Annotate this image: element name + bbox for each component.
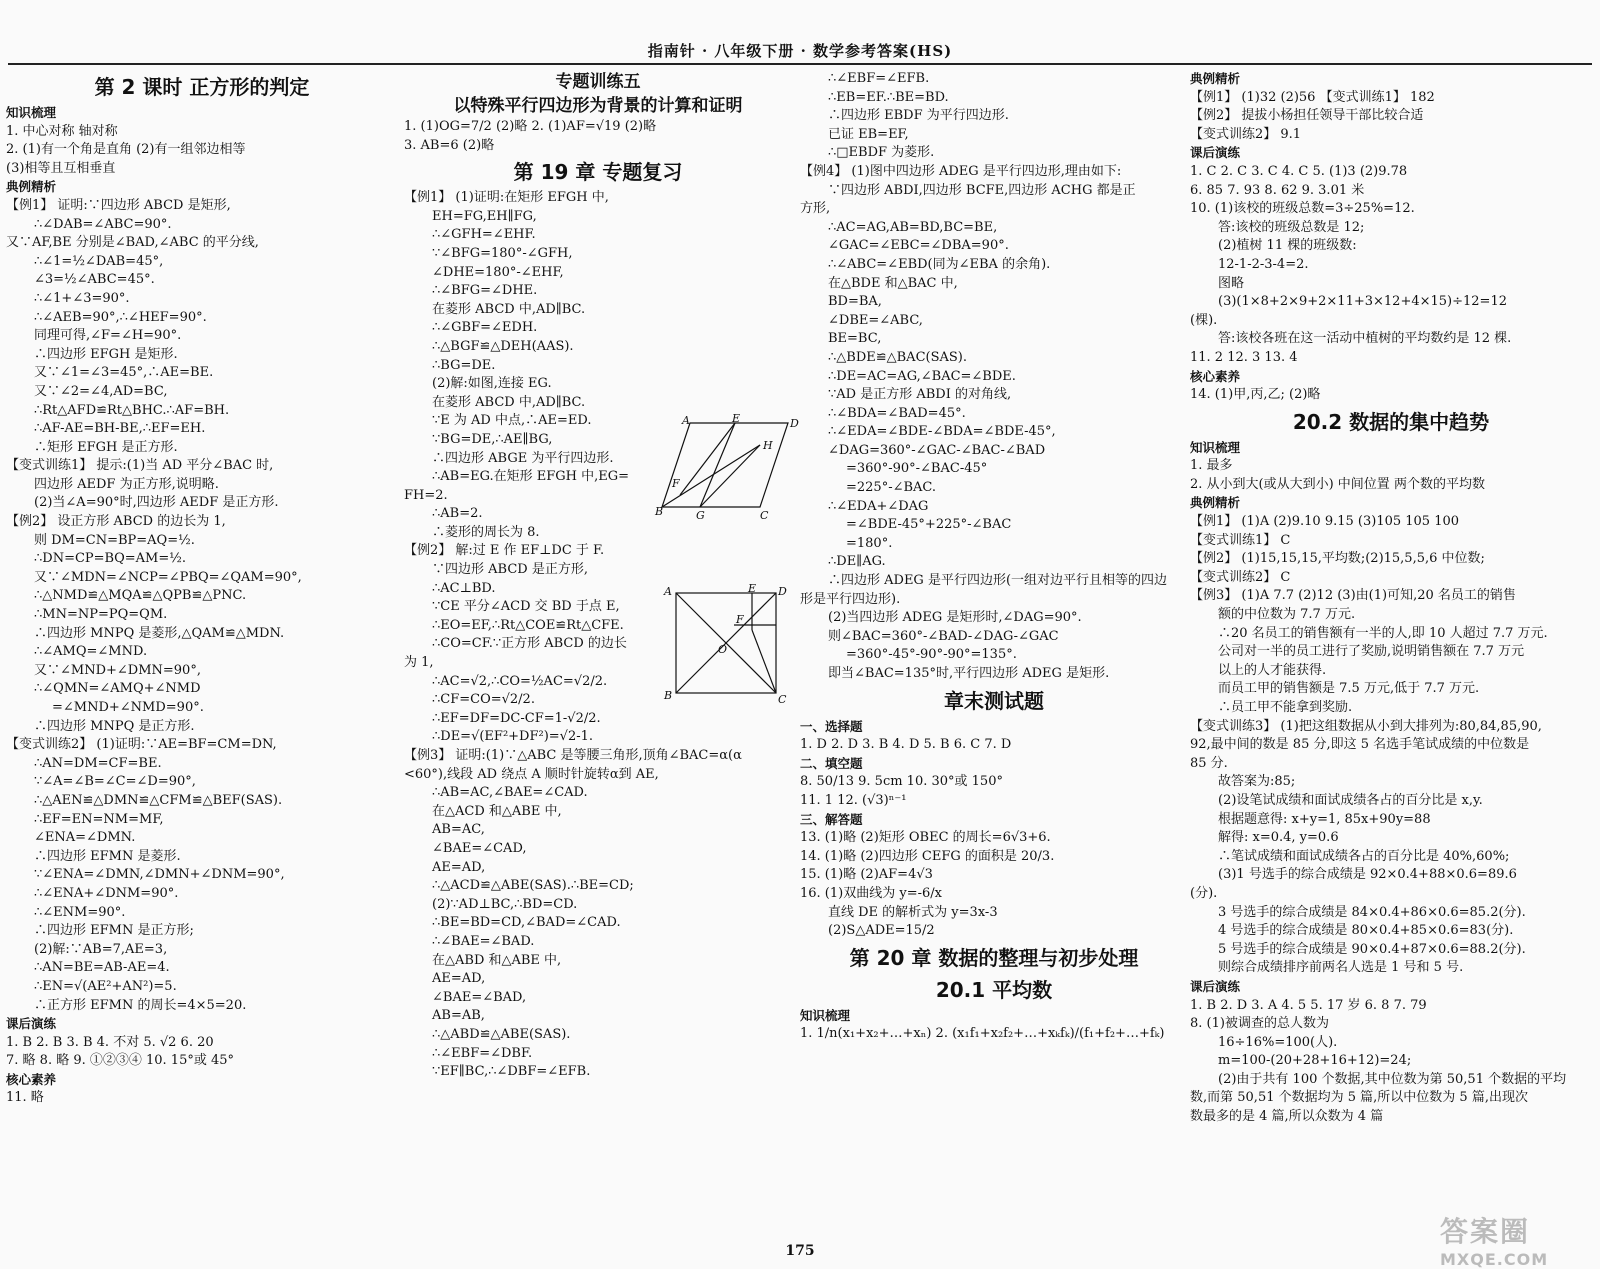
- answer-line: ∴□EBDF 为菱形.: [828, 145, 935, 161]
- answer-line: ∵E 为 AD 中点,∴AE=ED.: [432, 413, 592, 429]
- watermark-logo: [1440, 1210, 1590, 1269]
- answer-line: 形是平行四边形).: [800, 591, 901, 607]
- answer-line: =∠MND+∠NMD=90°.: [52, 700, 204, 715]
- subsection-label: 知识梳理: [1190, 439, 1241, 455]
- answer-line: 【例1】 (1)A (2)9.10 9.15 (3)105 105 100: [1190, 514, 1460, 530]
- answer-line: (分).: [1190, 885, 1218, 901]
- answer-line: ∴∠1+∠3=90°.: [34, 290, 130, 306]
- answer-line: ∵四边形 ABDI,四边形 BCFE,四边形 ACHG 都是正: [828, 182, 1136, 198]
- answer-line: 【例2】 设正方形 ABCD 的边长为 1,: [6, 514, 226, 530]
- answer-line: ∴EF=EN=NM=MF,: [34, 811, 164, 827]
- answer-line: 15. (1)略 (2)AF=4√3: [800, 867, 933, 883]
- answer-line: 已证 EB=EF,: [828, 126, 909, 142]
- answer-line: ∴∠BAE=∠BAD.: [432, 933, 535, 949]
- answer-line: 1. D 2. D 3. B 4. D 5. B 6. C 7. D: [800, 737, 1012, 753]
- subsection-label: 三、解答题: [800, 811, 863, 827]
- fig1-label: G: [696, 509, 705, 522]
- answer-line: ∴BE=BD=CD,∠BAD=∠CAD.: [432, 915, 621, 931]
- subsection-label: 典例精析: [6, 179, 57, 195]
- answer-line: 额的中位数为 7.7 万元.: [1218, 607, 1356, 623]
- answer-line: ∴BG=DE.: [432, 357, 496, 373]
- answer-line: ∠GAC=∠EBC=∠DBA=90°.: [828, 238, 1009, 254]
- answer-line: 数最多的是 4 篇,所以众数为 4 篇: [1190, 1109, 1384, 1125]
- answer-line: 【变式训练2】 C: [1190, 569, 1291, 585]
- answer-line: BD=BA,: [828, 294, 882, 310]
- answer-line: ∴四边形 EFMN 是正方形;: [34, 923, 194, 939]
- answer-line: ∴∠EBF=∠EFB.: [828, 71, 930, 86]
- answer-line: ∴∠QMN=∠AMQ+∠NMD: [34, 681, 201, 697]
- answer-line: 【例1】 证明:∵四边形 ABCD 是矩形,: [6, 197, 231, 213]
- watermark-text: 答案圈: [1440, 1215, 1531, 1248]
- answer-line: 【例3】 (1)A 7.7 (2)12 (3)由(1)可知,20 名员工的销售: [1190, 588, 1516, 604]
- fig2-label: A: [664, 585, 672, 598]
- answer-line: (2)解:如图,连接 EG.: [432, 376, 552, 392]
- answer-line: (3)(1×8+2×9+2×11+3×12+4×15)÷12=12: [1218, 294, 1507, 310]
- column-1: [6, 70, 398, 1108]
- subsection-label: 一、选择题: [800, 718, 863, 734]
- answer-line: 1. B 2. D 3. A 4. 5 5. 17 岁 6. 8 7. 79: [1190, 997, 1427, 1013]
- answer-line: ∴DE=√(EF²+DF²)=√2-1.: [432, 729, 594, 745]
- answer-line: 又∵∠MND+∠DMN=90°,: [34, 662, 201, 678]
- answer-line: 同理可得,∠F=∠H=90°.: [34, 328, 182, 344]
- fig2-label: E: [748, 582, 757, 595]
- watermark-url: MXQE.COM: [1440, 1250, 1549, 1269]
- subsection-label: 典例精析: [1190, 495, 1241, 511]
- answer-line: m=100-(20+28+16+12)=24;: [1218, 1053, 1412, 1069]
- answer-line: ∴菱形的周长为 8.: [432, 524, 540, 540]
- answer-line: ∴∠ENM=90°.: [34, 904, 126, 920]
- subsection-label: 核心素养: [6, 1071, 57, 1087]
- page-number: 175: [785, 1243, 815, 1259]
- rhombus-figure: [655, 412, 800, 522]
- answer-line: ∵∠ENA=∠DMN,∠DMN+∠DNM=90°,: [34, 867, 285, 883]
- answer-line: 12-1-2-3-4=2.: [1218, 256, 1309, 272]
- answer-line: =225°-∠BAC.: [846, 480, 937, 496]
- answer-line: AE=AD,: [432, 859, 486, 875]
- answer-line: 92,最中间的数是 85 分,即这 5 名选手笔试成绩的中位数是: [1190, 737, 1530, 753]
- section-heading: 以特殊平行四边形为背景的计算和证明: [453, 96, 743, 116]
- square-figure: [662, 582, 792, 715]
- answer-line: ∴Rt△AFD≌Rt△BHC.∴AF=BH.: [34, 402, 230, 418]
- answer-line: ∴△NMD≌△MQA≌△QPB≌△PNC.: [34, 588, 247, 604]
- answer-line: ∠DHE=180°-∠EHF,: [432, 264, 564, 280]
- answer-line: 直线 DE 的解析式为 y=3x-3: [828, 904, 998, 920]
- answer-line: ∴CF=CO=√2/2.: [432, 692, 535, 708]
- answer-line: 答:该校的班级总数是 12;: [1218, 219, 1365, 235]
- answer-line: 1. C 2. C 3. C 4. C 5. (1)3 (2)9.78: [1190, 163, 1408, 179]
- answer-line: ∴∠EDA+∠DAG: [828, 498, 929, 514]
- answer-line: 6. 85 7. 93 8. 62 9. 3.01 米: [1190, 182, 1365, 198]
- answer-line: 【例3】 证明:(1)∵△ABC 是等腰三角形,顶角∠BAC=α(α: [404, 748, 742, 763]
- answer-line: ∵∠BFG=180°-∠GFH,: [432, 245, 573, 261]
- answer-line: 11. 1 12. (√3)ⁿ⁻¹: [800, 792, 907, 808]
- answer-line: 解得: x=0.4, y=0.6: [1218, 830, 1339, 846]
- answer-line: ∴MN=NP=PQ=QM.: [34, 607, 168, 623]
- answer-line: ∴四边形 MNPQ 是正方形.: [34, 718, 195, 734]
- answer-line: 根据题意得: x+y=1, 85x+90y=88: [1218, 811, 1431, 827]
- fig1-label: D: [790, 417, 799, 430]
- answer-line: 3. AB=6 (2)略: [404, 137, 495, 153]
- answer-line: 数,而第 50,51 个数据均为 5 篇,所以中位数为 5 篇,出现次: [1190, 1090, 1528, 1106]
- answer-line: 又∵∠MDN=∠NCP=∠PBQ=∠QAM=90°,: [34, 569, 302, 585]
- answer-line: ∵∠A=∠B=∠C=∠D=90°,: [34, 774, 196, 790]
- subsection-label: 课后演练: [6, 1016, 57, 1032]
- answer-line: 则综合成绩排序前两名人选是 1 号和 5 号.: [1218, 960, 1464, 976]
- column-2: [404, 70, 792, 1082]
- section-heading: 章末测试题: [944, 688, 1044, 713]
- answer-line: ∴∠BFG=∠DHE.: [432, 283, 538, 299]
- answer-line: 3 号选手的综合成绩是 84×0.4+86×0.6=85.2(分).: [1218, 904, 1526, 920]
- answer-line: ∴∠ABC=∠EBD(同为∠EBA 的余角).: [828, 256, 1051, 272]
- answer-line: ∴△ABD≌△ABE(SAS).: [432, 1026, 571, 1042]
- answer-line: ∴四边形 EFGH 是矩形.: [34, 346, 178, 362]
- fig2-label: F: [736, 613, 744, 626]
- answer-line: (3)1 号选手的综合成绩是 92×0.4+88×0.6=89.6: [1218, 867, 1517, 883]
- answer-line: 1. 最多: [1190, 458, 1233, 474]
- answer-line: ∴∠DAB=∠ABC=90°.: [34, 216, 172, 232]
- answer-line: 公司对一半的员工进行了奖励,说明销售额在 7.7 万元: [1218, 644, 1525, 660]
- column-3: [800, 70, 1188, 1044]
- answer-line: 16÷16%=100(人).: [1218, 1034, 1338, 1050]
- answer-line: ∴△BDE≌△BAC(SAS).: [828, 349, 967, 365]
- answer-line: 13. (1)略 (2)矩形 OBEC 的周长=6√3+6.: [800, 830, 1051, 846]
- answer-line: 8. (1)被调查的总人数为: [1190, 1016, 1329, 1032]
- answer-line: 【变式训练1】 提示:(1)当 AD 平分∠BAC 时,: [6, 458, 274, 474]
- answer-line: AB=AB,: [432, 1008, 485, 1024]
- answer-line: 5 号选手的综合成绩是 90×0.4+87×0.6=88.2(分).: [1218, 941, 1526, 957]
- fig1-label: C: [760, 509, 769, 522]
- section-heading: 20.2 数据的集中趋势: [1292, 409, 1490, 434]
- fig1-label: E: [732, 412, 741, 425]
- column-4: [1190, 70, 1592, 1127]
- answer-line: 四边形 AEDF 为正方形,说明略.: [34, 476, 219, 492]
- answer-line: 10. (1)该校的班级总数=3÷25%=12.: [1190, 201, 1415, 217]
- answer-line: (棵).: [1190, 312, 1218, 328]
- answer-line: ∠DBE=∠ABC,: [828, 312, 923, 328]
- answer-line: (2)∵AD⊥BC,∴BD=CD.: [432, 896, 578, 912]
- answer-line: 在菱形 ABCD 中,AD∥BC.: [432, 394, 586, 410]
- answer-line: ∴∠EDA=∠BDE-∠BDA=∠BDE-45°,: [828, 424, 1056, 440]
- answer-line: ∴∠EBF=∠DBF.: [432, 1045, 533, 1061]
- answer-line: 1. 1/n(x₁+x₂+…+xₙ) 2. (x₁f₁+x₂f₂+…+xₖfₖ)/(f₁+f₂+…+fₖ): [800, 1026, 1165, 1042]
- answer-line: ∵CE 平分∠ACD 交 BD 于点 E,: [432, 599, 620, 615]
- answer-line: ∴AN=DM=CF=BE.: [34, 755, 162, 771]
- answer-line: 在△ACD 和△ABE 中,: [432, 803, 562, 819]
- subsection-label: 知识梳理: [800, 1007, 851, 1023]
- answer-line: 2. (1)有一个角是直角 (2)有一组邻边相等: [6, 142, 246, 158]
- answer-line: 8. 50/13 9. 5cm 10. 30°或 150°: [800, 774, 1003, 790]
- answer-line: AE=AD,: [432, 971, 486, 987]
- answer-line: 在△ABD 和△ABE 中,: [432, 952, 562, 968]
- answer-line: ∴四边形 EBDF 为平行四边形.: [828, 108, 1009, 124]
- fig2-label: C: [778, 693, 787, 706]
- answer-line: 故答案为:85;: [1218, 774, 1296, 790]
- answer-line: ∴矩形 EFGH 是正方形.: [34, 439, 178, 455]
- answer-line: 【变式训练2】 9.1: [1190, 126, 1302, 142]
- answer-line: (2)当四边形 ADEG 是矩形时,∠DAG=90°.: [828, 610, 1082, 626]
- answer-line: ∠DAG=360°-∠GAC-∠BAC-∠BAD: [828, 442, 1046, 458]
- answer-line: 【例2】 解:过 E 作 EF⊥DC 于 F.: [404, 543, 605, 559]
- answer-line: 则∠BAC=360°-∠BAD-∠DAG-∠GAC: [828, 628, 1059, 644]
- answer-line: <60°),线段 AD 绕点 A 顺时针旋转α到 AE,: [404, 766, 659, 782]
- answer-line: ∵BG=DE,∴AE∥BG,: [432, 431, 553, 447]
- answer-line: ∴DE=AC=AG,∠BAC=∠BDE.: [828, 368, 1016, 384]
- answer-line: (2)由于共有 100 个数据,其中位数为第 50,51 个数据的平均: [1218, 1071, 1567, 1087]
- answer-line: 2. 从小到大(或从大到小) 中间位置 两个数的平均数: [1190, 476, 1485, 492]
- answer-line: ∴CO=CF.∵正方形 ABCD 的边长: [432, 636, 627, 652]
- header-rule: [8, 63, 1592, 65]
- answer-line: 【例1】 (1)证明:在矩形 EFGH 中,: [404, 190, 609, 206]
- answer-line: 【例1】 (1)32 (2)56 【变式训练1】 182: [1190, 89, 1435, 105]
- answer-line: ∴四边形 EFMN 是菱形.: [34, 848, 181, 864]
- answer-line: (2)当∠A=90°时,四边形 AEDF 是正方形.: [34, 495, 279, 511]
- answer-line: 则 DM=CN=BP=AQ=½.: [34, 532, 195, 548]
- answer-line: 【变式训练2】 (1)证明:∵AE=BF=CM=DN,: [6, 737, 277, 753]
- answer-line: ∴四边形 ABGE 为平行四边形.: [432, 450, 614, 466]
- answer-line: (2)解:∵AB=7,AE=3,: [34, 941, 168, 957]
- answer-line: (2)植树 11 棵的班级数:: [1218, 238, 1357, 254]
- answer-line: ∠ENA=∠DMN.: [34, 830, 136, 846]
- answer-line: ∴DN=CP=BQ=AM=½.: [34, 551, 186, 567]
- answer-line: 图略: [1218, 275, 1245, 291]
- fig1-label: A: [682, 414, 690, 427]
- answer-line: ∴AB=AC,∠BAE=∠CAD.: [432, 785, 588, 801]
- fig2-label: O: [718, 643, 728, 656]
- answer-line: 1. B 2. B 3. B 4. 不对 5. √2 6. 20: [6, 1034, 214, 1050]
- answer-line: 【例2】 提拔小杨担任领导干部比较合适: [1190, 108, 1424, 124]
- section-heading: 专题训练五: [555, 72, 641, 92]
- answer-line: AB=AC,: [432, 822, 485, 838]
- answer-line: ∴四边形 MNPQ 是菱形,△QAM≌△MDN.: [34, 625, 285, 641]
- answer-line: 【变式训练1】 C: [1190, 532, 1291, 548]
- fig1-label: B: [655, 505, 664, 518]
- answer-line: ∴EN=√(AE²+AN²)=5.: [34, 978, 177, 994]
- answer-line: ∴AB=2.: [432, 506, 483, 522]
- answer-line: ∴∠AMQ=∠MND.: [34, 644, 148, 660]
- answer-line: =360°-45°-90°-90°=135°.: [846, 647, 1017, 663]
- answer-line: ∴AC=AG,AB=BD,BC=BE,: [828, 219, 998, 235]
- section-heading: 20.1 平均数: [935, 977, 1053, 1002]
- answer-line: ∴AC=√2,∴CO=½AC=√2/2.: [432, 673, 608, 689]
- answer-line: 4 号选手的综合成绩是 80×0.4+85×0.6=83(分).: [1218, 923, 1514, 939]
- answer-line: 又∵∠2=∠4,AD=BC,: [34, 383, 168, 399]
- answer-line: FH=2.: [404, 487, 448, 503]
- section-heading: 第 2 课时 正方形的判定: [94, 75, 310, 99]
- subsection-label: 课后演练: [1190, 145, 1241, 161]
- answer-line: ∴正方形 EFMN 的周长=4×5=20.: [34, 997, 247, 1013]
- answer-line: (2)设笔试成绩和面试成绩各占的百分比是 x,y.: [1218, 792, 1483, 808]
- answer-line: ∴∠AEB=90°,∴∠HEF=90°.: [34, 309, 207, 325]
- fig1-label: H: [763, 439, 773, 452]
- fig1-label: F: [672, 477, 680, 490]
- answer-line: ∴AB=EG.在矩形 EFGH 中,EG=: [432, 469, 630, 485]
- answer-line: ∵四边形 ABCD 是正方形,: [432, 562, 588, 578]
- answer-line: EH=FG,EH∥FG,: [432, 208, 537, 224]
- answer-line: ∴∠GBF=∠EDH.: [432, 320, 538, 336]
- answer-line: =180°.: [846, 535, 893, 551]
- answer-line: 14. (1)略 (2)四边形 CEFG 的面积是 20/3.: [800, 848, 1055, 864]
- answer-line: 而员工甲的销售额是 7.5 万元,低于 7.7 万元.: [1218, 681, 1480, 697]
- answer-line: 又∵∠1=∠3=45°,∴AE=BE.: [34, 365, 214, 381]
- answer-line: ∵AD 是正方形 ABDI 的对角线,: [828, 387, 1012, 403]
- answer-line: 【例2】 (1)15,15,15,平均数;(2)15,5,5,6 中位数;: [1190, 551, 1485, 567]
- answer-line: ∴△BGF≌△DEH(AAS).: [432, 338, 574, 354]
- answer-line: ∠BAE=∠BAD,: [432, 989, 527, 1005]
- answer-line: 方形,: [800, 201, 831, 217]
- answer-line: ∴AN=BE=AB-AE=4.: [34, 960, 170, 976]
- subsection-label: 课后演练: [1190, 978, 1241, 994]
- answer-line: 7. 略 8. 略 9. ①②③④ 10. 15°或 45°: [6, 1053, 235, 1069]
- answer-line: ∴∠GFH=∠EHF.: [432, 227, 536, 243]
- subsection-label: 核心素养: [1190, 368, 1241, 384]
- answer-line: ∴四边形 ADEG 是平行四边形(一组对边平行且相等的四边: [828, 573, 1168, 589]
- subsection-label: 二、填空题: [800, 755, 863, 771]
- section-heading: 第 20 章 数据的整理与初步处理: [849, 945, 1139, 970]
- answer-line: ∴△AEN≌△DMN≌△CFM≌△BEF(SAS).: [34, 792, 283, 808]
- answer-line: 1. (1)OG=7/2 (2)略 2. (1)AF=√19 (2)略: [404, 119, 657, 134]
- answer-line: 85 分.: [1190, 755, 1228, 771]
- subsection-label: 典例精析: [1190, 71, 1241, 86]
- answer-line: (3)相等且互相垂直: [6, 160, 116, 176]
- answer-line: 即当∠BAC=135°时,平行四边形 ADEG 是矩形.: [828, 666, 1110, 681]
- answer-line: ∴EF=DF=DC-CF=1-√2/2.: [432, 710, 601, 726]
- answer-line: ∴DE∥AG.: [828, 554, 886, 570]
- answer-line: 1. 中心对称 轴对称: [6, 123, 118, 139]
- fig2-label: D: [778, 585, 787, 598]
- answer-line: 在菱形 ABCD 中,AD∥BC.: [432, 301, 586, 317]
- section-heading: 第 19 章 专题复习: [513, 160, 683, 185]
- answer-line: ∴△ACD≌△ABE(SAS).∴BE=CD;: [432, 878, 634, 894]
- answer-line: ∴EB=EF.∴BE=BD.: [828, 89, 949, 105]
- answer-line: (2)S△ADE=15/2: [828, 923, 935, 939]
- answer-line: ∴AF-AE=BH-BE,∴EF=EH.: [34, 421, 206, 437]
- answer-line: 为 1,: [404, 655, 434, 671]
- subsection-label: 知识梳理: [6, 105, 57, 120]
- answer-line: =360°-90°-∠BAC-45°: [846, 461, 988, 477]
- answer-line: 【例4】 (1)图中四边形 ADEG 是平行四边形,理由如下:: [800, 163, 1122, 179]
- answer-line: 【变式训练3】 (1)把这组数据从小到大排列为:80,84,85,90,: [1190, 718, 1542, 734]
- answer-line: ∴AC⊥BD.: [432, 580, 496, 596]
- answer-line: ∴∠ENA+∠DNM=90°.: [34, 885, 179, 901]
- answer-line: 11. 2 12. 3 13. 4: [1190, 349, 1298, 365]
- answer-line: ∵EF∥BC,∴∠DBF=∠EFB.: [432, 1064, 591, 1080]
- answer-line: 以上的人才能获得.: [1218, 662, 1327, 678]
- answer-line: 在△BDE 和△BAC 中,: [828, 275, 958, 291]
- answer-line: 14. (1)甲,丙,乙; (2)略: [1190, 387, 1321, 403]
- answer-line: 又∵AF,BE 分别是∠BAD,∠ABC 的平分线,: [6, 235, 259, 251]
- answer-line: ∴∠BDA=∠BAD=45°.: [828, 405, 966, 421]
- answer-line: 16. (1)双曲线为 y=-6/x: [800, 885, 942, 901]
- answer-line: 答:该校各班在这一活动中植树的平均数约是 12 棵.: [1218, 331, 1512, 347]
- page-header: 指南针 · 八年级下册 · 数学参考答案(HS): [647, 42, 953, 60]
- answer-line: ∠3=½∠ABC=45°.: [34, 272, 155, 288]
- answer-line: ∴笔试成绩和面试成绩各占的百分比是 40%,60%;: [1218, 848, 1510, 864]
- answer-line: ∴EO=EF,∴Rt△COE≌Rt△CFE.: [432, 617, 624, 633]
- answer-line: ∴∠1=½∠DAB=45°,: [34, 253, 164, 269]
- answer-line: ∴员工甲不能拿到奖励.: [1218, 700, 1353, 715]
- answer-line: 11. 略: [6, 1090, 44, 1106]
- answer-line: ∠BAE=∠CAD,: [432, 840, 527, 856]
- answer-line: BE=BC,: [828, 331, 882, 347]
- answer-line: ∴20 名员工的销售额有一半的人,即 10 人超过 7.7 万元.: [1218, 625, 1548, 641]
- fig2-label: B: [664, 689, 673, 702]
- answer-line: =∠BDE-45°+225°-∠BAC: [846, 517, 1012, 533]
